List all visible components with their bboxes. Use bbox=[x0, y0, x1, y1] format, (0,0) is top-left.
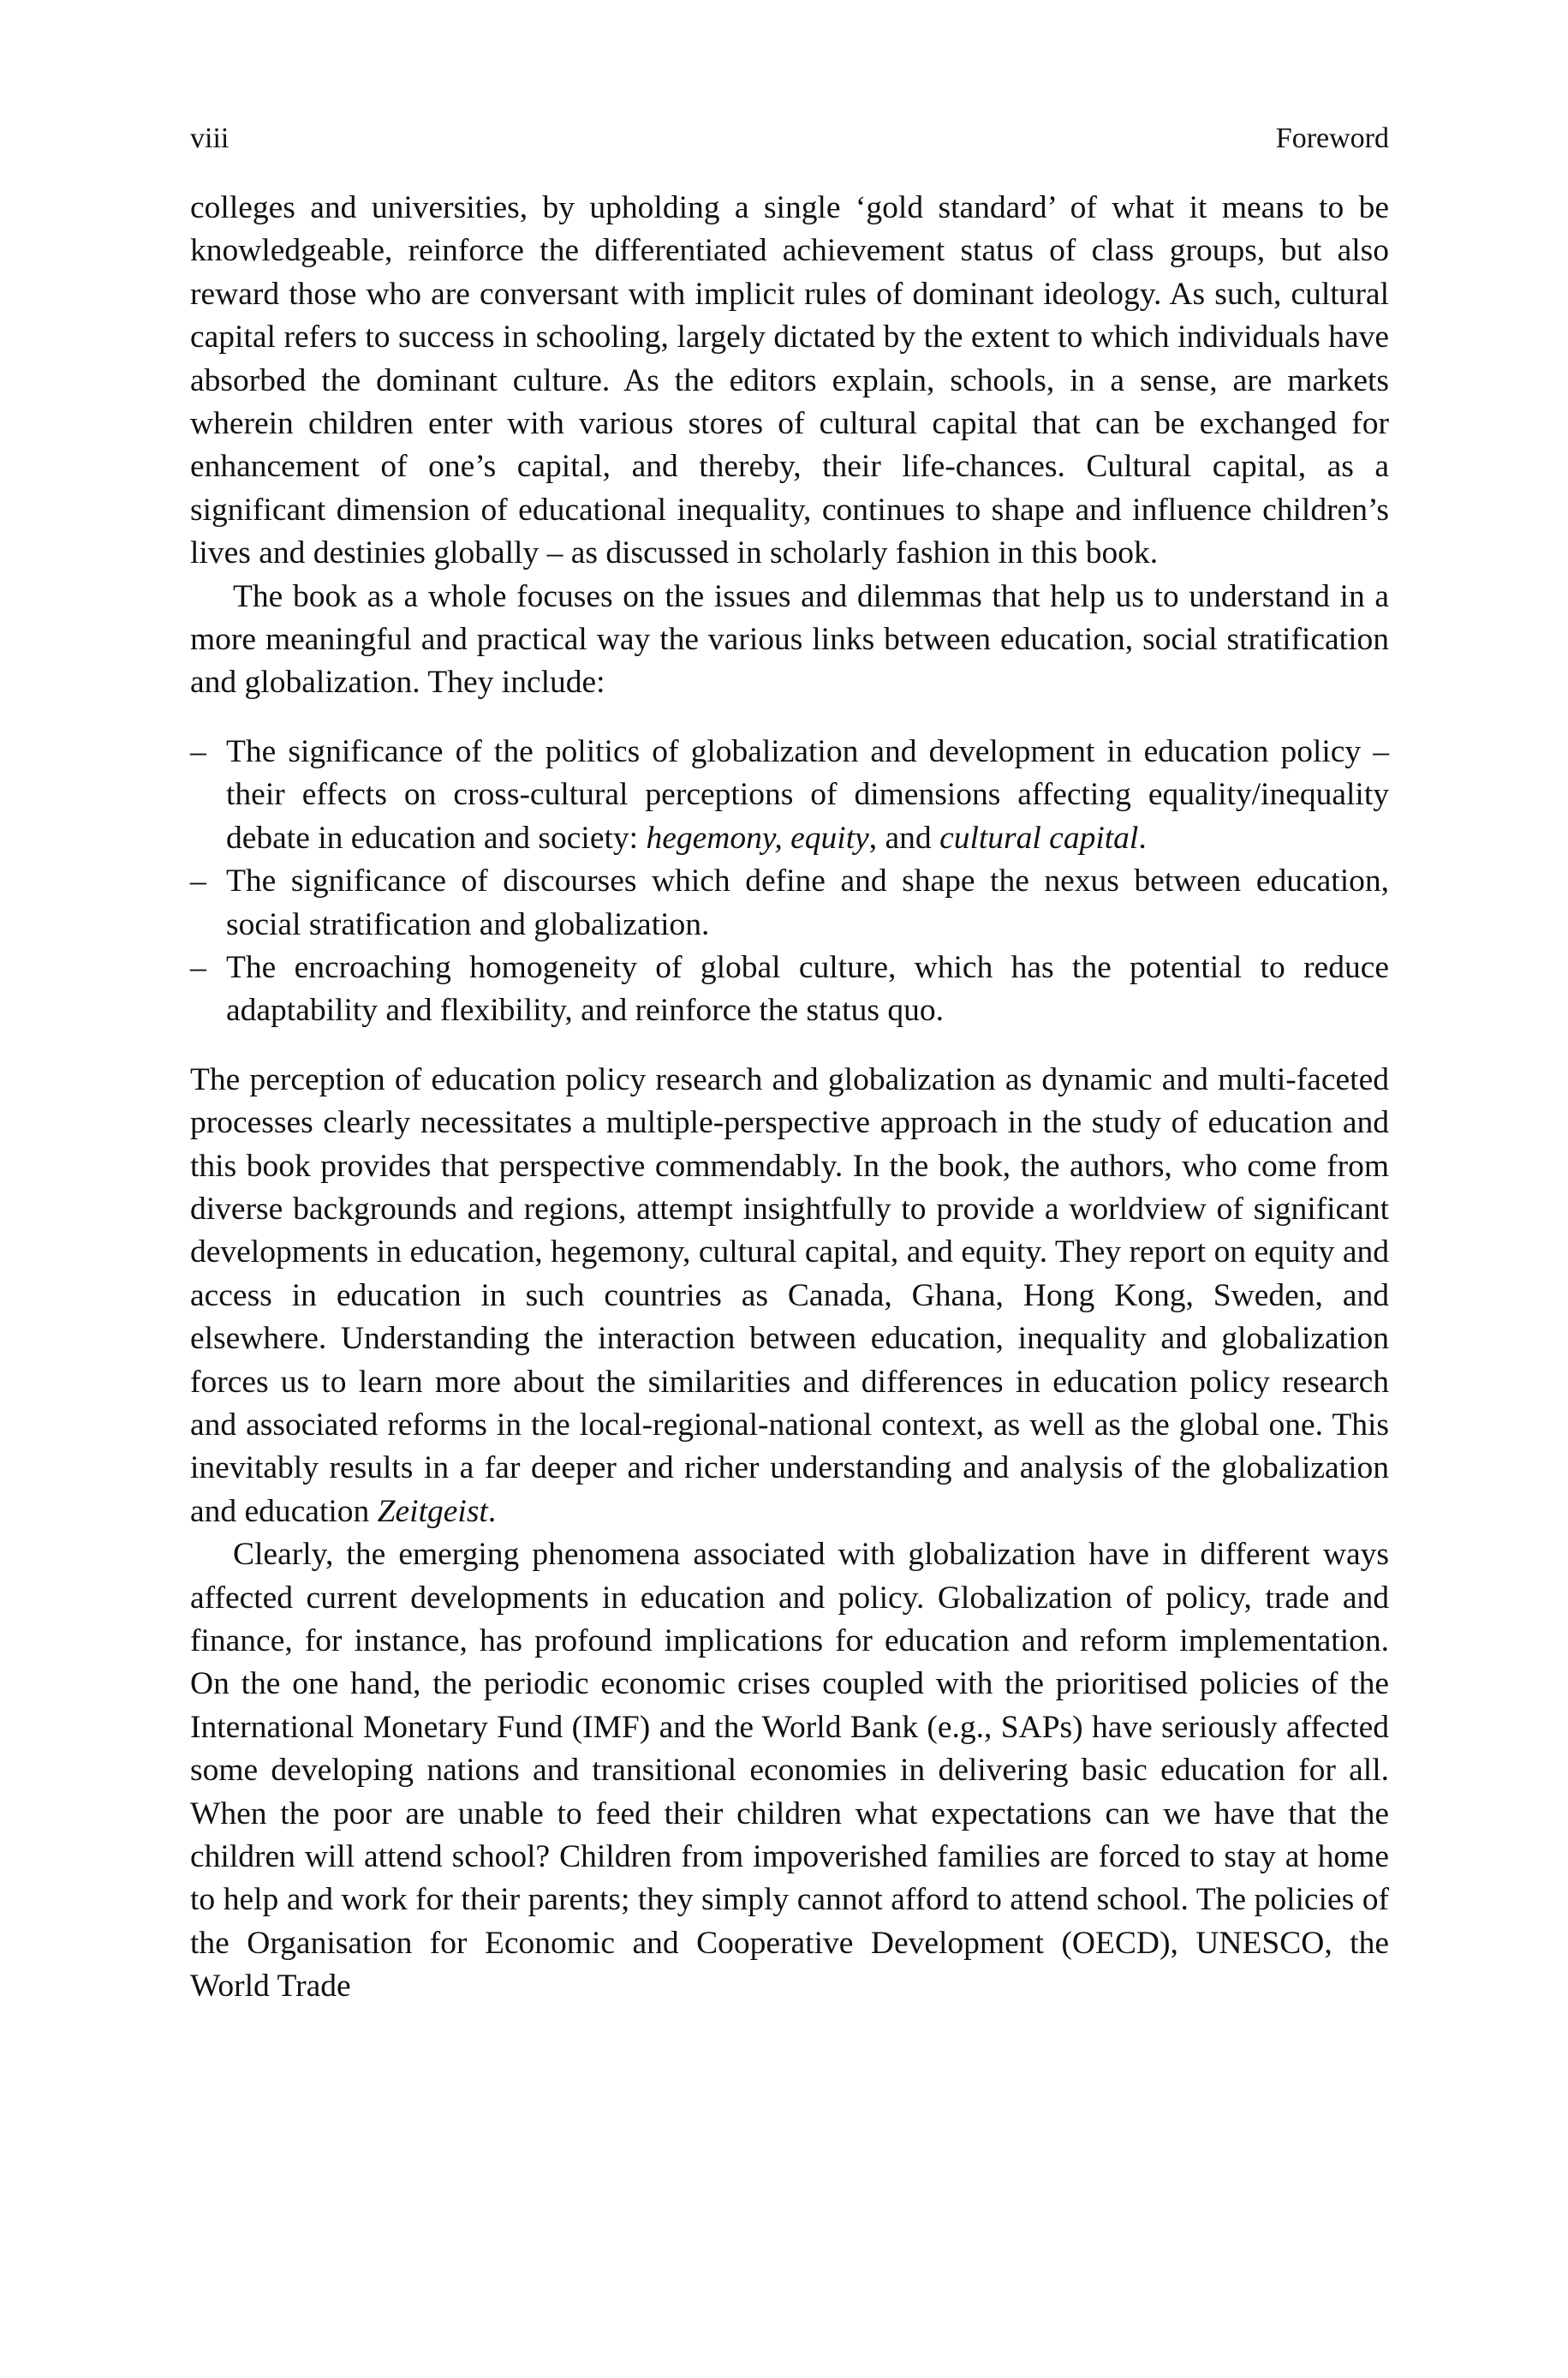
paragraph-3-text: The perception of education policy research and globalization as dynamic and multi-faceted processes clearly necessitates a multiple-perspective approach in the study of education and this book provides that perspective commendably. In the book, the authors, who come from diverse backgrounds and regions, attempt insightfully to provide a worldview of significant developments in education, hegemony, cultural capital, and equity. They report on equity and access in education in such countries as Canada, Ghana, Hong Kong, Sweden, and elsewhere. Understanding the interaction between education, inequality and globalization forces us to learn more about the similarities and differences in education policy research and associated reforms in the local-regional-national context, as well as the global one. This inevitably results in a far deeper and richer understanding and analysis of the globalization and education bbox=[190, 1061, 1389, 1529]
page-number: viii bbox=[190, 122, 230, 154]
running-head bbox=[190, 120, 1389, 158]
list-item-separator: , and bbox=[868, 820, 940, 856]
list-item-end: . bbox=[1138, 820, 1147, 856]
dash-marker: – bbox=[190, 733, 206, 769]
list-item-text: The encroaching homogeneity of global culture, which has the potential to reduce adaptability and flexibility, and reinforce the status quo. bbox=[226, 949, 1389, 1029]
paragraph-2: The book as a whole focuses on the issues and dilemmas that help us to understand in a more meaningful and practical way the various links between education, social stratification and globalization. They include: bbox=[190, 578, 1389, 701]
paragraph-3-end: . bbox=[487, 1493, 497, 1529]
list-item-text: The significance of discourses which define and shape the nexus between education, social stratification and globalization. bbox=[226, 863, 1389, 942]
list-item bbox=[190, 947, 1389, 1033]
paragraph-4: Clearly, the emerging phenomena associated with globalization have in different ways affected current developments in education and policy. Globalization of policy, trade and finance, for instance, has profound implications for education and reform implementation. On the one hand, the periodic economic crises coupled with the prioritised policies of the International Monetary Fund (IMF) and the World Bank (e.g., SAPs) have seriously affected some developing nations and transitional economies in delivering basic education for all. When the poor are unable to feed their children what expectations can we have that the children will attend school? Children from impoverished families are forced to stay at home to help and work for their parents; they simply cannot afford to attend school. The policies of the Organisation for Economic and Cooperative Development (OECD), UNESCO, the World Trade bbox=[190, 1537, 1389, 2005]
dash-marker: – bbox=[190, 863, 206, 899]
paragraph-3-emphasis: Zeitgeist bbox=[377, 1493, 488, 1529]
list-item-text: The significance of the politics of globalization and development in education policy – their effects on cross-cultural perceptions of dimensions affecting equality/inequality debate in education and society: bbox=[226, 733, 1389, 856]
bullet-list bbox=[190, 731, 1389, 1033]
book-page bbox=[190, 120, 1389, 2009]
list-item-emphasis: cultural capital bbox=[939, 820, 1139, 856]
list-item-emphasis: hegemony, equity bbox=[646, 820, 869, 856]
body-text bbox=[190, 187, 1389, 2009]
list-item bbox=[190, 860, 1389, 947]
list-item bbox=[190, 731, 1389, 860]
paragraph-3 bbox=[190, 1059, 1389, 1533]
running-title: Foreword bbox=[1275, 122, 1389, 154]
dash-marker: – bbox=[190, 949, 206, 985]
paragraph-1: colleges and universities, by upholding a single ‘gold standard’ of what it means to be knowledgeable, reinforce the differentiated achievement status of class groups, but also reward those who are conversant with implicit rules of dominant ideology. As such, cultural capital refers to success in schooling, largely dictated by the extent to which individuals have absorbed the dominant culture. As the editors explain, schools, in a sense, are markets wherein children enter with various stores of cultural capital that can be exchanged for enhancement of one’s capital, and thereby, their life-chances. Cultural capital, as a significant dimension of educational inequality, continues to shape and influence children’s lives and destinies globally – as discussed in scholarly fashion in this book. bbox=[190, 190, 1389, 571]
